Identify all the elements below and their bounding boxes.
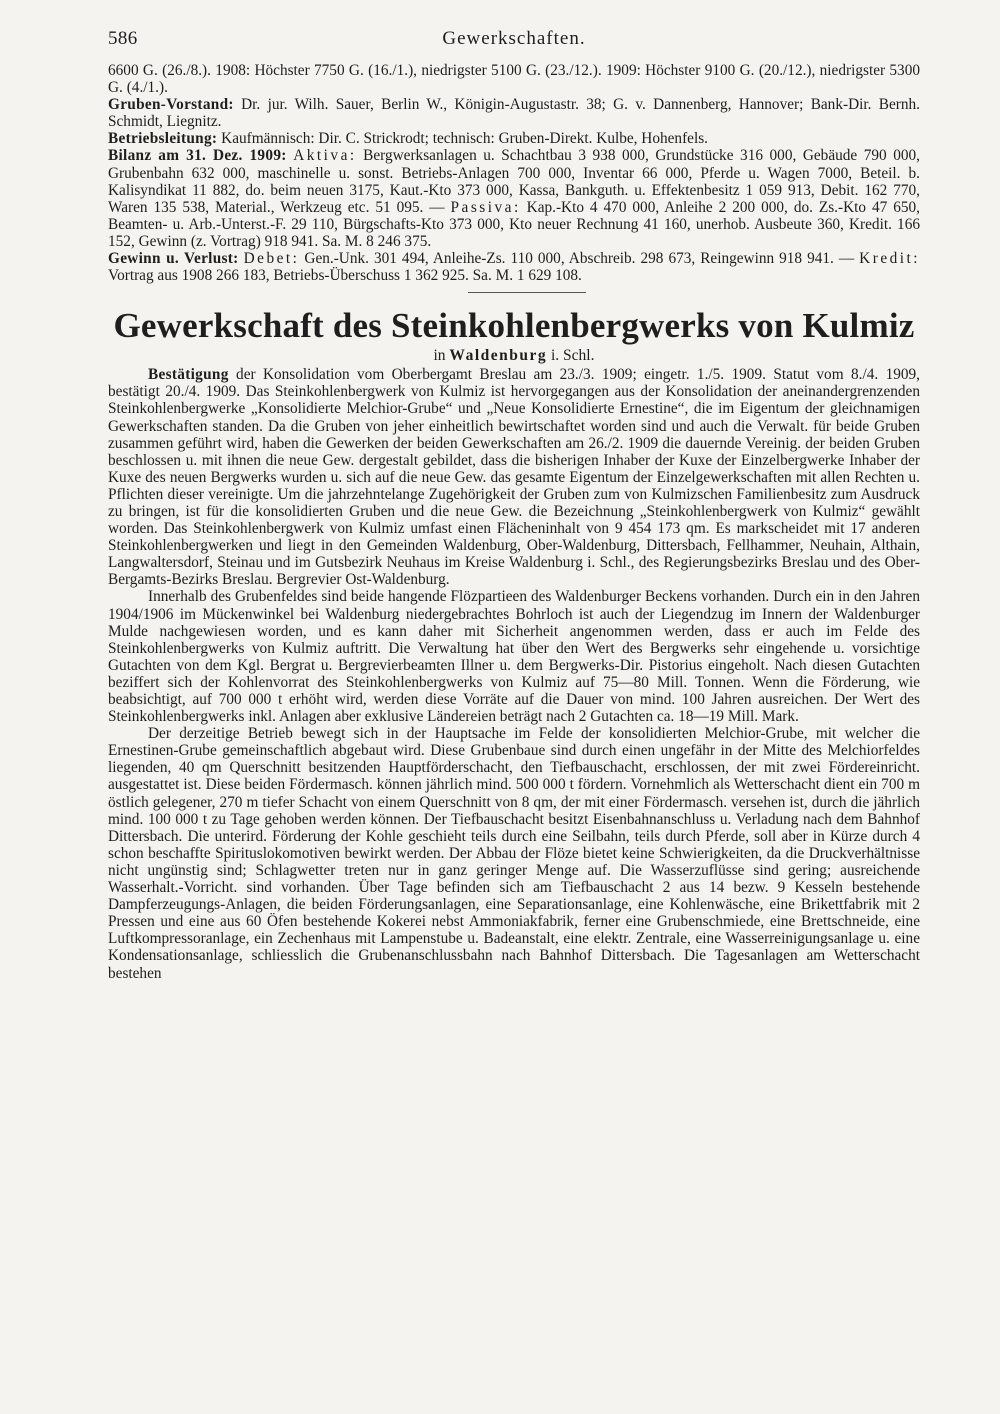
bestaetigung-text: der Konsolidation vom Oberbergamt Breslau am 23./3. 1909; eingetr. 1./5. 1909. Statut vom 8./4. 1909, bestätigt 20./4. 1909. Das Steinkohlenbergwerk von Kulmiz ist hervorgegangen aus der Konsolidation der aneinandergrenzenden Steinkohlenbergwerke „Konsolidierte Melchior-Grube“ und „Neue Konsolidierte Ernestine“, die im Eigentum der gleichnamigen Gewerkschaften standen. Da die Gruben von jeher einheitlich bewirtschaftet worden sind und auch die Verwalt. für beide Gruben zusammen geführt wird, haben die Gewerken der beiden Gewerkschaften am 26./2. 1909 die dauernde Vereinig. der beiden Gruben beschlossen u. mit ihnen die neue Gew. dergestalt gebildet, dass die bisherigen Inhaber der Kuxe der Einzelbergwerke Inhaber der Kuxe des neuen Bergwerks wurden u. sich auf die neue Gew. das gesamte Eigentum der Einzelgewerkschaften mit allen Rechten u. Pflichten dieser vereinigte. Um die jahrzehntelange Zugehörigkeit der Gruben zum von Kulmizschen Familienbesitz zum Ausdruck zu bringen, ist für die konsolidierten Gruben und die neue Gew. die Bezeichnung „Steinkohlenbergwerk von Kulmiz“ gewählt worden. Das Steinkohlenbergwerk von Kulmiz umfast einen Flächeninhalt von 9 454 173 qm. Es markscheidet mit 17 anderen Steinkohlenbergwerken und liegt in den Gemeinden Waldenburg, Ober-Waldenburg, Dittersbach, Fellhammer, Neuhain, Althain, Langwaltersdorf, Steinau und im Gutsbezirk Neuhaus im Kreise Waldenburg i. Schl., des Regierungsbezirks Breslau und des Ober-Bergamts-Bezirks Breslau. Bergrevier Ost-Waldenburg. — [108, 366, 920, 589]
section-divider — [468, 292, 586, 293]
gewinn-verlust-text-2: Vortrag aus 1908 266 183, Betriebs-Überschuss 1 362 925. Sa. M. 1 629 108. — [108, 267, 582, 285]
bilanz-label: Bilanz am 31. Dez. 1909: — [108, 147, 287, 165]
bestaetigung-paragraph — [108, 366, 920, 588]
page-number: 586 — [108, 28, 138, 49]
betriebsleitung-paragraph — [108, 130, 920, 147]
subtitle-place: Waldenburg — [449, 347, 548, 365]
vorstand-paragraph — [108, 96, 920, 130]
gewinn-verlust-paragraph — [108, 250, 920, 284]
gewinn-verlust-label: Gewinn u. Verlust: — [108, 250, 239, 268]
company-subtitle — [108, 347, 920, 365]
bilanz-paragraph — [108, 147, 920, 250]
grubenfeld-paragraph: Innerhalb des Grubenfeldes sind beide hangende Flözpartieen des Waldenburger Beckens vorhanden. Durch ein in den Jahren 1904/1906 im Mückenwinkel bei Waldenburg niedergebrachtes Bohrloch ist auch der Liegendzug im Innern der Waldenburger Mulde nachgewiesen worden, und es kann daher mit Sicherheit angenommen werden, dass er auch im Felde des Steinkohlenbergwerks von Kulmiz auftritt. Die Verwaltung hat über den Wert des Bergwerks sehr eingehende u. vorsichtige Gutachten von dem Kgl. Bergrat u. Bergrevierbeamten Illner u. dem Bergwerks-Dir. Pistorius eingeholt. Nach diesen Gutachten beziffert sich der Kohlenvorrat des Steinkohlenbergwerks von Kulmiz auf 75—80 Mill. Tonnen. Wenn die Förderung, wie beabsichtigt, auf 700 000 t erhöht wird, werden diese Vorräte auf die Dauer von mind. 100 Jahren ausreichen. Der Wert des Steinkohlenbergwerks inkl. Anlagen aber exklusive Ländereien beträgt nach 2 Gutachten ca. 18—19 Mill. Mark. — [108, 588, 920, 726]
page-header — [108, 28, 920, 62]
bilanz-text-2: Kap.-Kto 4 470 000, Anleihe 2 200 000, do. Zs.-Kto 47 650, Beamten- u. Arb.-Unterst.-F. 29 110, Bürgschafts-Kto 373 000, Kto neuer Rechnung 41 160, unerhob. Ausbeute 360, Kredit. 166 152, Gewinn (z. Vortrag) 918 941. Sa. M. 8 246 375. — [108, 198, 920, 250]
running-head: Gewerkschaften. — [442, 28, 586, 49]
vorstand-label: Gruben-Vorstand: — [108, 96, 234, 114]
aktiva-label: Aktiva: — [293, 147, 357, 165]
gewinn-verlust-text-1: Gen.-Unk. 301 494, Anleihe-Zs. 110 000, Abschreib. 298 673, Reingewinn 918 941. — — [299, 250, 860, 268]
kredit-label: Kredit: — [859, 250, 921, 268]
subtitle-suffix: i. Schl. — [547, 347, 595, 365]
bilanz-text-1: Bergwerksanlagen u. Schachtbau 3 938 000, Grundstücke 316 000, Gebäude 790 000, Grubenbahn 632 000, maschinelle u. sonst. Betriebs-Anlagen 700 000, Inventar 66 000, Pferde u. Wagen 7000, Beteil. b. Kalisyndikat 11 882, do. beim neuen 3175, Kaut.-Kto 373 000, Kassa, Bankguth. u. Effektenbesitz 1 059 913, Debit. 162 770, Waren 135 538, Material., Werkzeug etc. 51 095. — — [108, 147, 921, 216]
debet-label: Debet: — [243, 250, 300, 268]
bestaetigung-label: Bestätigung — [148, 366, 229, 384]
vorstand-text: Dr. jur. Wilh. Sauer, Berlin W., Königin-Augustastr. 38; G. v. Dannenberg, Hannover; Bank-Dir. Bernh. Schmidt, Liegnitz. — [108, 96, 920, 131]
passiva-label: Passiva: — [450, 198, 521, 216]
subtitle-prefix: in — [433, 347, 450, 365]
betriebsleitung-label: Betriebsleitung: — [108, 130, 218, 148]
betriebsleitung-text: Kaufmännisch: Dir. C. Strickrodt; technisch: Gruben-Direkt. Kulbe, Hohenfels. — [217, 130, 708, 148]
company-title: Gewerkschaft des Steinkohlenbergwerks von Kulmiz — [113, 306, 915, 346]
betrieb-paragraph: Der derzeitige Betrieb bewegt sich in der Hauptsache im Felde der konsolidierten Melchior-Grube, mit welcher die Ernestinen-Grube gemeinschaftlich abgebaut wird. Diese Grubenbaue sind durch einen ungefähr in der Mitte des Melchiorfeldes liegenden, 40 qm Querschnitt besitzenden Hauptförderschacht, den Tiefbauschacht, erschlossen, der mit zwei Fördereinricht. ausgestattet ist. Diese beiden Fördermasch. können jährlich mind. 500 000 t fördern. Vornehmlich als Wetterschacht dient ein 700 m östlich gelegener, 270 m tiefer Schacht von einem Querschnitt von 8 qm, der mit einer Fördermasch. versehen ist, durch die jährlich mind. 100 000 t zu Tage gehoben werden können. Der Tiefbauschacht besitzt Eisenbahnanschluss u. Verladung nach dem Bahnhof Dittersbach. Die unterird. Förderung der Kohle geschieht teils durch eine Seilbahn, teils durch Pferde, soll aber in Kürze durch 4 schon beschaffte Spirituslokomotiven bewirkt werden. Der Abbau der Flöze bietet keine Schwierigkeiten, da die Druckverhältnisse nicht ungünstig sind; Schlagwetter treten nur in ganz geringer Menge auf. Die Wasserzuflüsse sind gering; ausreichende Wasserhalt.-Vorricht. sind vorhanden. Über Tage befinden sich am Tiefbauschacht 2 aus 14 bezw. 9 Kesseln bestehende Dampferzeugungs-Anlagen, die beiden Förderungsanlagen, eine Separationsanlage, eine Kohlenwäsche, eine Brikettfabrik mit 2 Pressen und eine aus 60 Öfen bestehende Kokerei nebst Ammoniakfabrik, ferner eine Grubenschmiede, eine Brettschneide, eine Luftkompressoranlage, ein Zechenhaus mit Lampenstube u. Badeanstalt, eine elektr. Zentrale, eine Wasserreinigungsanlage u. eine Kondensationsanlage, schliesslich die Grubenanschlussbahn nach Bahnhof Dittersbach. Die Tagesanlagen am Wetterschacht bestehen — [108, 725, 920, 982]
kurs-paragraph: 6600 G. (26./8.). 1908: Höchster 7750 G. (16./1.), niedrigster 5100 G. (23./12.). 1909: Höchster 9100 G. (20./12.), niedrigster 5300 G. (4./1.). — [108, 62, 920, 97]
